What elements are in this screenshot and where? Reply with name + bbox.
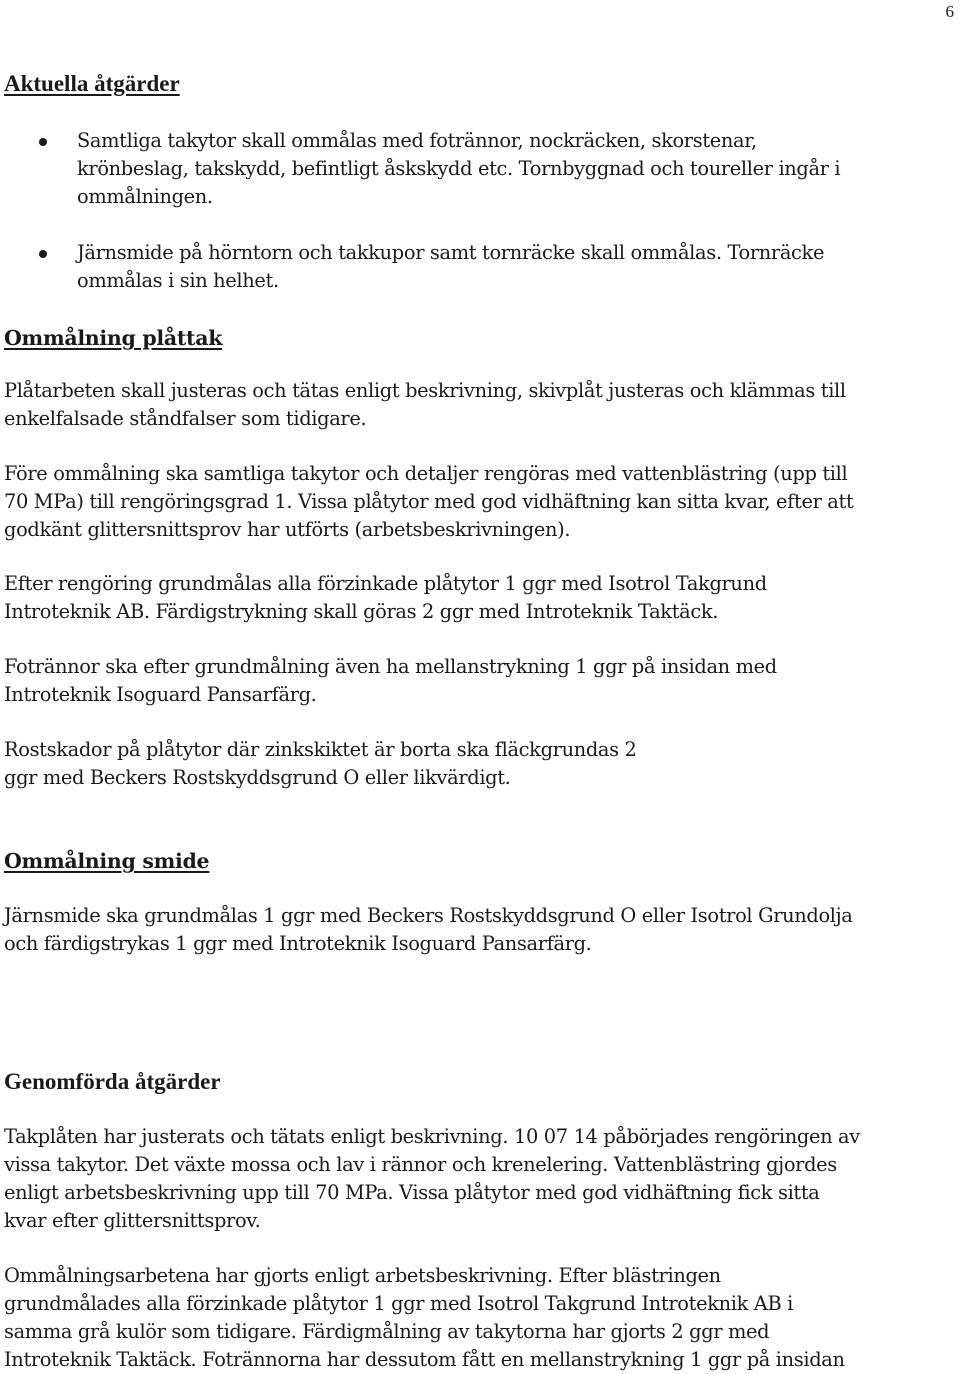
paragraph (4, 1262, 845, 1374)
page-number: 6 (945, 2, 954, 21)
text-line: Före ommålning ska samtliga takytor och detaljer rengöras med vattenblästring (upp till (4, 462, 848, 485)
paragraph (4, 570, 767, 626)
heading-ommalning-smide: Ommålning smide (4, 849, 210, 873)
list-item (0, 239, 840, 295)
text-line: enkelfalsade ståndfalser som tidigare. (4, 407, 367, 430)
text-line: Takplåten har justerats och tätats enligt beskrivning. 10 07 14 påbörjades rengöringen av (4, 1125, 860, 1148)
paragraph (4, 736, 637, 792)
text-line: grundmålades alla förzinkade plåtytor 1 ggr med Isotrol Takgrund Introteknik AB i (4, 1292, 794, 1315)
text-line: kvar efter glittersnittsprov. (4, 1209, 261, 1232)
bullet-list (0, 127, 840, 295)
text-line: vissa takytor. Det växte mossa och lav i rännor och krenelering. Vattenblästring gjordes (4, 1153, 837, 1176)
text-line: och färdigstrykas 1 ggr med Introteknik Isoguard Pansarfärg. (4, 932, 592, 955)
paragraph (4, 653, 777, 709)
text-line: Introteknik Taktäck. Fotrännorna har dessutom fått en mellanstrykning 1 ggr på insidan (4, 1348, 845, 1371)
text-line: Introteknik Isoguard Pansarfärg. (4, 683, 317, 706)
text-line: samma grå kulör som tidigare. Färdigmålning av takytorna har gjorts 2 ggr med (4, 1320, 770, 1343)
paragraph (4, 460, 853, 544)
text-line: Samtliga takytor skall ommålas med fotrännor, nockräcken, skorstenar, (77, 129, 757, 152)
text-line: ommålningen. (77, 185, 213, 208)
text-line: Efter rengöring grundmålas alla förzinkade plåtytor 1 ggr med Isotrol Takgrund (4, 572, 767, 595)
bullet-icon (39, 250, 47, 258)
text-line: enligt arbetsbeskrivning upp till 70 MPa. Vissa plåtytor med god vidhäftning fick sitta (4, 1181, 820, 1204)
text-line: Fotrännor ska efter grundmålning även ha mellanstrykning 1 ggr på insidan med (4, 655, 777, 678)
heading-aktuella-atgarder: Aktuella åtgärder (4, 71, 180, 96)
heading-genomforda-atgarder: Genomförda åtgärder (4, 1069, 221, 1094)
paragraph (4, 377, 846, 433)
text-line: Järnsmide ska grundmålas 1 ggr med Beckers Rostskyddsgrund O eller Isotrol Grundolja (4, 904, 853, 927)
bullet-icon (39, 138, 47, 146)
text-line: Ommålningsarbetena har gjorts enligt arbetsbeskrivning. Efter blästringen (4, 1264, 721, 1287)
list-item (0, 127, 840, 211)
text-line: Järnsmide på hörntorn och takkupor samt tornräcke skall ommålas. Tornräcke (77, 241, 825, 264)
paragraph (4, 1123, 860, 1235)
text-line: 70 MPa) till rengöringsgrad 1. Vissa plåtytor med god vidhäftning kan sitta kvar, efter att (4, 490, 854, 513)
text-line: godkänt glittersnittsprov har utförts (arbetsbeskrivningen). (4, 518, 571, 541)
text-line: ggr med Beckers Rostskyddsgrund O eller likvärdigt. (4, 766, 511, 789)
text-line: Plåtarbeten skall justeras och tätas enligt beskrivning, skivplåt justeras och klämmas till (4, 379, 846, 402)
text-line: ommålas i sin helhet. (77, 269, 279, 292)
heading-ommalning-plattak: Ommålning plåttak (4, 326, 223, 350)
text-line: Rostskador på plåtytor där zinkskiktet är borta ska fläckgrundas 2 (4, 738, 637, 761)
text-line: Introteknik AB. Färdigstrykning skall göras 2 ggr med Introteknik Taktäck. (4, 600, 719, 623)
paragraph (4, 902, 853, 958)
text-line: krönbeslag, takskydd, befintligt åskskydd etc. Tornbyggnad och toureller ingår i (77, 157, 841, 180)
